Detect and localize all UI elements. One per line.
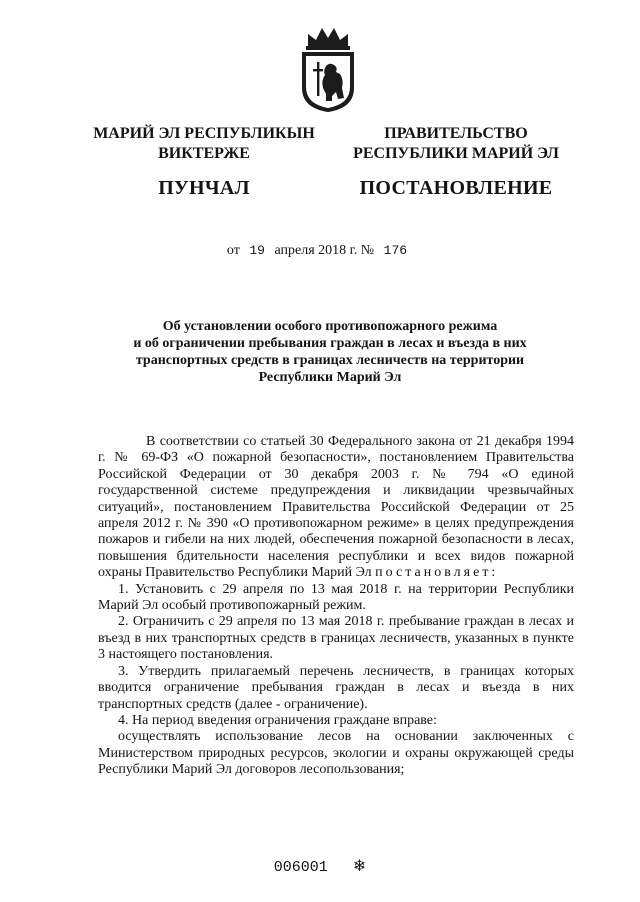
header-left-block bbox=[84, 124, 324, 198]
header-right-doctype: ПОСТАНОВЛЕНИЕ bbox=[359, 177, 553, 199]
header-right-block bbox=[340, 124, 572, 198]
document-number: 176 bbox=[383, 243, 408, 258]
header-left-doctype: ПУНЧАЛ bbox=[158, 177, 250, 199]
document-body bbox=[98, 434, 574, 779]
snowflake-icon: ❄ bbox=[352, 856, 367, 875]
header-left-line1: МАРИЙ ЭЛ РЕСПУБЛИКЫН bbox=[93, 125, 315, 142]
serial-number: 006001 bbox=[273, 859, 328, 876]
clause-1: 1. Установить с 29 апреля по 13 мая 2018 г. на территории Республики Марий Эл особый противопожарный режим. bbox=[98, 581, 574, 614]
coat-of-arms-emblem bbox=[296, 22, 360, 114]
header-right-line1: ПРАВИТЕЛЬСТВО bbox=[384, 125, 528, 142]
title-line: Об установлении особого противопожарного режима bbox=[162, 319, 498, 334]
clause-4-subitem: осуществлять использование лесов на основании заключенных с Министерством природных ресурсов, экологии и охраны окружающей среды Республики Марий Эл договоров лесопользования; bbox=[98, 729, 574, 778]
title-line: транспортных средств в границах лесничеств на территории bbox=[135, 353, 525, 368]
document-title bbox=[100, 318, 560, 386]
preamble-paragraph bbox=[98, 434, 574, 582]
title-line: и об ограничении пребывания граждан в лесах и въезда в них bbox=[133, 336, 527, 351]
preamble-text: В соответствии со статьей 30 Федерального закона от 21 декабря 1994 г. № 69-ФЗ «О пожарной безопасности», постановлением Правительства Российской Федерации от 30 декабря 2003 г. № 794 «О единой государственной системе предупреждения и ликвидации чрезвычайных ситуаций», постановлением Правительства Российской Федерации от 25 апреля 2012 г. № 390 «О противопожарном режиме» в целях предупреждения пожаров и гибели на них людей, обеспечения пожарной безопасности в лесах, повышения бдительности населения республики и всех видов пожарной охраны Правительство Республики Марий Эл bbox=[98, 434, 574, 581]
clause-3: 3. Утвердить прилагаемый перечень лесничеств, в границах которых вводится ограничение пребывания граждан в лесах и въезда в них транспортных средств (далее - ограничение). bbox=[98, 663, 574, 712]
title-line: Республики Марий Эл bbox=[258, 370, 402, 385]
decree-word: постановляет: bbox=[375, 565, 499, 581]
page-footer bbox=[0, 856, 640, 876]
date-day: 19 bbox=[249, 243, 265, 258]
document-dateline bbox=[0, 243, 640, 259]
date-middle: апреля 2018 г. № bbox=[274, 243, 375, 258]
date-prefix: от bbox=[226, 243, 240, 258]
clause-4: 4. На период введения ограничения граждане вправе: bbox=[118, 712, 437, 728]
header-left-line2: ВИКТЕРЖЕ bbox=[158, 145, 250, 162]
header-right-line2: РЕСПУБЛИКИ МАРИЙ ЭЛ bbox=[353, 145, 559, 162]
clause-2: 2. Ограничить с 29 апреля по 13 мая 2018 г. пребывание граждан в лесах и въезд в них транспортных средств в границах лесничеств, указанных в пункте 3 настоящего постановления. bbox=[98, 614, 574, 663]
